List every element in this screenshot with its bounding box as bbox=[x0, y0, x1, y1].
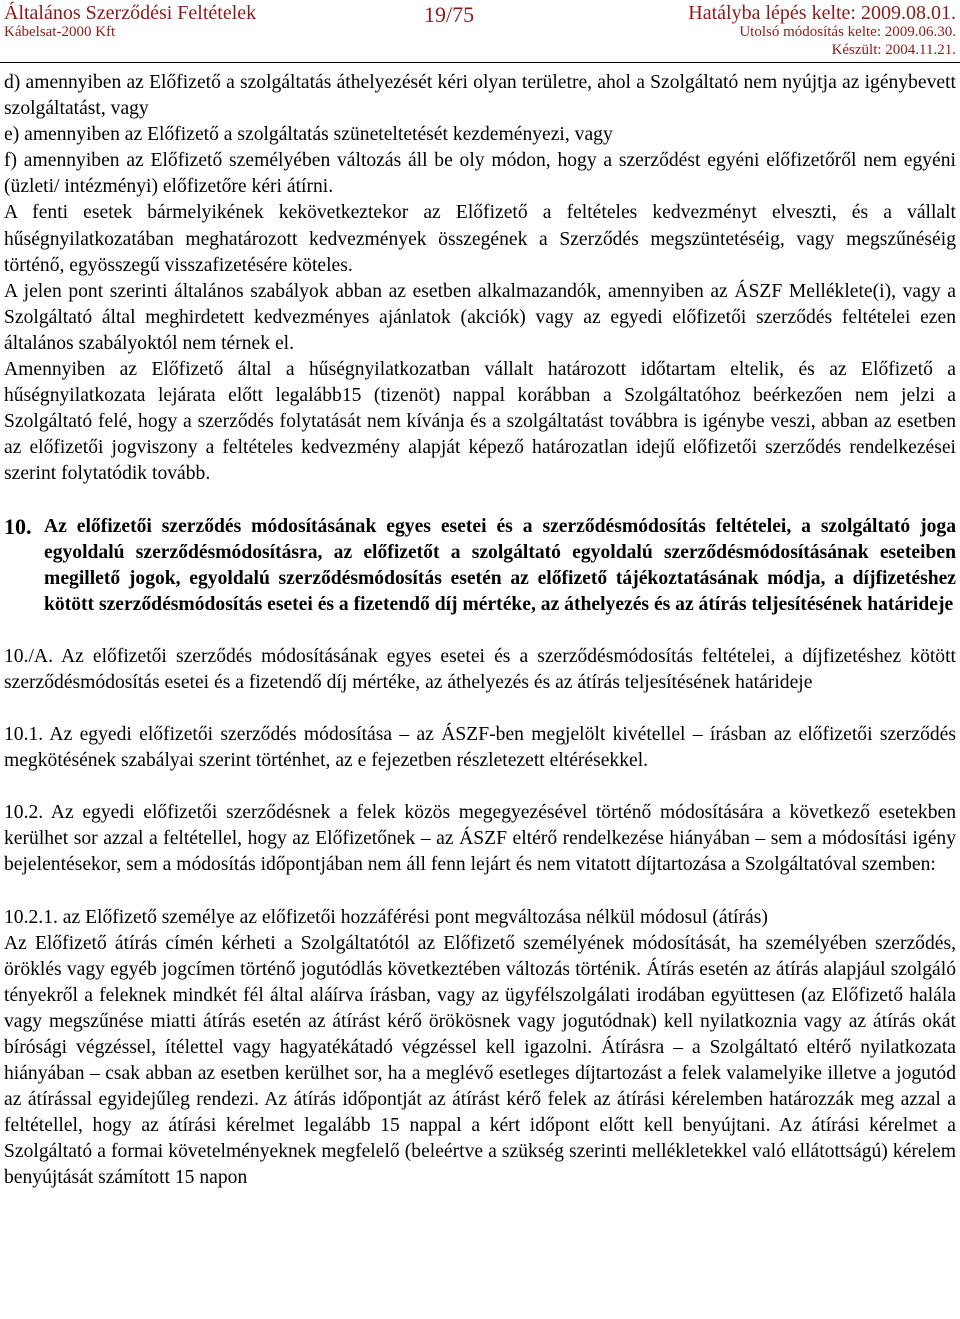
paragraph-10-2-1-body: Az Előfizető átírás címén kérheti a Szolgáltatótól az Előfizető személyének módosítását, ha személyében szerződés, öröklés vagy egyéb jogcímen történő jogutódlás következtében változás történik. Átírás esetén az átírás alapjául szolgáló tényekről a feleknek mindkét fél által aláírva írásban, vagy az ügyfélszolgálati irodában együttesen (az Előfizető halála vagy megszűnése miatti átírás esetén az átírást kérő örökösnek vagy jogutódnak) kell nyilatkoznia vagy az átírás okát bírósági végzéssel, ítélettel vagy hagyatékátadó végzéssel kell igazolni. Átírásra – a Szolgáltató eltérő nyilatkozata hiányában – csak abban az esetben kerülhet sor, ha a meglévő esetleges díjtartozást a felek valamelyike illetve a jogutód az átírással egyidejűleg rendezi. Az átírás időpontját az átírást kérő felek az átírási kérelemben határozzák meg azzal a feltétellel, hogy az átírási kérelmet legalább 15 nappal a kért időpont előtt kell benyújtani. Az átírási kérelmet a Szolgáltató a formai követelményeknek megfelelő (beleértve a szükség szerinti mellékletekkel való ellátottságú) kérelem benyújtását számított 15 napon bbox=[4, 932, 956, 1189]
paragraph-general-rules: A jelen pont szerinti általános szabályok abban az esetben alkalmazandók, amennyiben az ÁSZF Melléklete(i), vagy a Szolgáltató által meghirdetett kedvezményes ajánlatok (akciók) vagy az egyedi előfizetői szerződés feltételei ezen általános szabályoktól nem térnek el. bbox=[4, 280, 956, 354]
header-divider bbox=[0, 62, 960, 63]
paragraph-penalty: A fenti esetek bármelyikének kekövetkeztekor az Előfizető a feltételes kedvezményt elveszti, és a vállalt hűségnyilatkozatában meghatározott kedvezmények összegének a Szerződés megszüntetéséig, vagy megszűnéséig történő, egyösszegű visszafizetésére köteles. bbox=[4, 202, 956, 276]
paragraph-loyalty-expiry: Amennyiben az Előfizető által a hűségnyilatkozatban vállalt határozott időtartam eltelik, és az Előfizető a hűségnyilatkozata lejárata előtt legalább15 (tizenöt) nappal korábban a Szolgáltatóhoz beérkezően nem jelzi a Szolgáltató felé, hogy a szerződés folytatását nem kívánja és a szolgáltatást továbbra is igénybe veszi, abban az esetben az előfizetői jogviszony a feltételes kedvezmény alapját képező határozatlan idejű előfizetői szerződés rendelkezései szerint folytatódik tovább. bbox=[4, 359, 956, 485]
paragraph-10-2-1-heading: 10.2.1. az Előfizető személye az előfizetői hozzáférési pont megváltozása nélkül módosul (átírás) bbox=[4, 906, 768, 928]
paragraph-10-1: 10.1. Az egyedi előfizetői szerződés módosítása – az ÁSZF-ben megjelölt kivétellel – írásban az előfizetői szerződés megkötésének szabályai szerint történhet, az e fejezetben részletezett eltérésekkel. bbox=[4, 724, 956, 772]
section-10-heading bbox=[4, 514, 956, 618]
paragraph-d: d) amennyiben az Előfizető a szolgáltatás áthelyezését kéri olyan területre, ahol a Szolgáltató nem nyújtja az igénybevett szolgáltatást, vagy bbox=[4, 72, 956, 120]
paragraph-f: f) amennyiben az Előfizető személyében változás áll be oly módon, hogy a szerződést egyéni előfizetőről nem egyéni (üzleti/ intézményi) előfizetőre kéri átírni. bbox=[4, 150, 956, 198]
company-name: Kábelsat-2000 Kft bbox=[4, 24, 116, 40]
created-date: Készült: 2004.11.21. bbox=[831, 42, 956, 58]
effective-date: Hatályba lépés kelte: 2009.08.01. bbox=[688, 2, 956, 24]
paragraph-e: e) amennyiben az Előfizető a szolgáltatás szüneteltetését kezdeményezi, vagy bbox=[4, 124, 613, 146]
paragraph-10-2: 10.2. Az egyedi előfizetői szerződésnek a felek közös megegyezésével történő módosítására a következő esetekben kerülhet sor azzal a feltétellel, hogy az Előfizetőnek – az ÁSZF eltérő rendelkezése hiányában – sem a módosítási igény bejelentésekor, sem a módosítás időpontjában nem áll fenn lejárt és nem vitatott díjtartozása a Szolgáltatóval szemben: bbox=[4, 802, 956, 876]
section-number: 10. bbox=[4, 513, 32, 539]
page-number: 19/75 bbox=[424, 2, 475, 27]
document-body bbox=[4, 70, 956, 1192]
document-title: Általános Szerződési Feltételek bbox=[4, 2, 257, 24]
section-title: Az előfizetői szerződés módosításának egyes esetei és a szerződésmódosítás feltételei, a szolgáltató joga egyoldalú szerződésmódosításra, az előfizetőt a szolgáltató egyoldalú szerződésmódosításának eseteiben megillető jogok, egyoldalú szerződésmódosítás esetén az előfizető tájékoztatásának módja, a díjfizetéshez kötött szerződésmódosítás esetei és a fizetendő díj mértéke, az áthelyezés és az átírás teljesítésének határideje bbox=[44, 515, 956, 615]
page-header bbox=[0, 0, 960, 70]
modified-date: Utolsó módosítás kelte: 2009.06.30. bbox=[739, 24, 956, 40]
paragraph-10a: 10./A. Az előfizetői szerződés módosításának egyes esetei és a szerződésmódosítás feltételei, a díjfizetéshez kötött szerződésmódosítás esetei és a fizetendő díj mértéke, az áthelyezés és az átírás teljesítésének határideje bbox=[4, 645, 956, 693]
